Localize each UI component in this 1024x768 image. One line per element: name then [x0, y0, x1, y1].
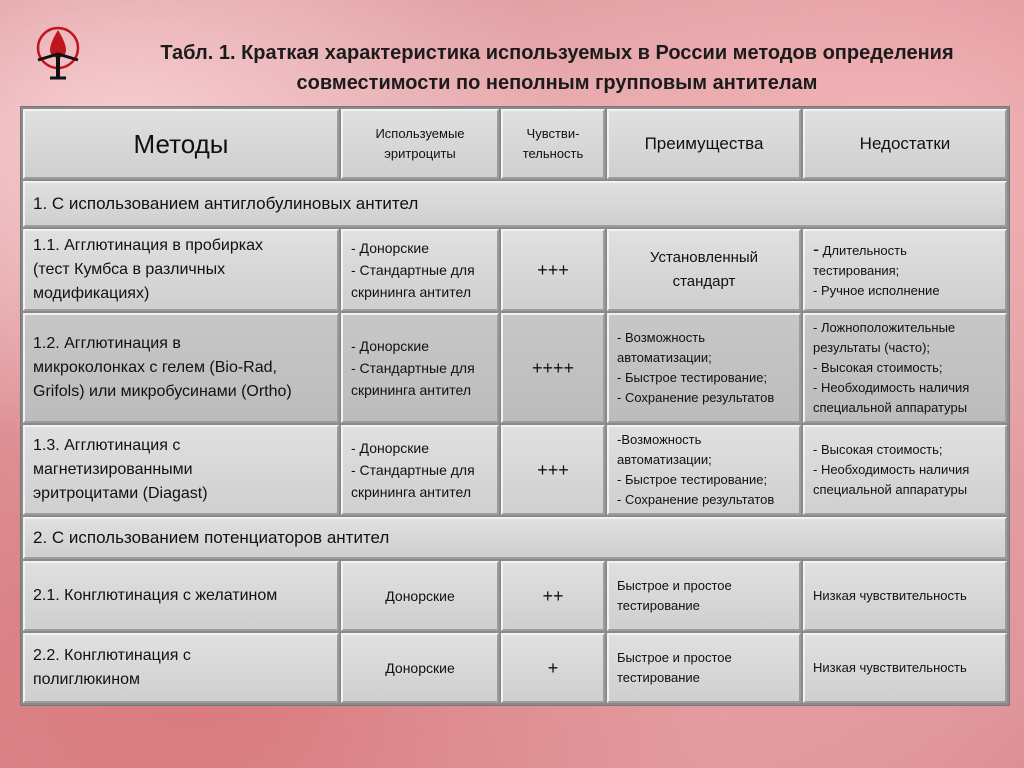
- logo-emblem-icon: [22, 8, 94, 80]
- table-row: [23, 229, 1007, 311]
- section-2-title: 2. С использованием потенциаторов антител: [23, 517, 1007, 559]
- table-row: [23, 633, 1007, 703]
- title-line-1: Табл. 1. Краткая характеристика используемых в России методов определения: [160, 42, 954, 64]
- title-line-2: совместимости по неполным групповым антителам: [296, 72, 818, 94]
- methods-table: [20, 106, 1010, 706]
- advantages-cell: Быстрое и простое тестирование: [607, 561, 801, 631]
- disadvantages-cell: - Высокая стоимость; - Необходимость наличия специальной аппаратуры: [803, 425, 1007, 515]
- header-row: [23, 109, 1007, 179]
- header-disadvantages: Недостатки: [803, 109, 1007, 179]
- method-cell: 2.2. Конглютинация с полиглюкином: [23, 633, 339, 703]
- sensitivity-cell: ++: [501, 561, 605, 631]
- disadvantages-cell: Низкая чувствительность: [803, 633, 1007, 703]
- erythrocytes-cell: - Донорские - Стандартные для скрининга антител: [341, 425, 499, 515]
- page-title: [100, 38, 1014, 98]
- disadvantages-cell: Низкая чувствительность: [803, 561, 1007, 631]
- erythrocytes-cell: Донорские: [341, 633, 499, 703]
- section-row: [23, 181, 1007, 227]
- sensitivity-cell: +++: [501, 229, 605, 311]
- sensitivity-cell: +: [501, 633, 605, 703]
- table-row: [23, 313, 1007, 423]
- disadvantages-cell: - Длительность тестирования; - Ручное исполнение: [803, 229, 1007, 311]
- erythrocytes-cell: Донорские: [341, 561, 499, 631]
- table-row: [23, 425, 1007, 515]
- advantages-cell: Установленный стандарт: [607, 229, 801, 311]
- sensitivity-cell: ++++: [501, 313, 605, 423]
- disadvantages-cell: - Ложноположительные результаты (часто); - Высокая стоимость; - Необходимость наличия специальной аппаратуры: [803, 313, 1007, 423]
- hematolog-logo: [22, 8, 94, 80]
- method-cell: 1.2. Агглютинация в микроколонках с гелем (Bio-Rad, Grifols) или микробусинами (Ortho): [23, 313, 339, 423]
- section-1-title: 1. С использованием антиглобулиновых антител: [23, 181, 1007, 227]
- advantages-cell: Быстрое и простое тестирование: [607, 633, 801, 703]
- advantages-cell: -Возможность автоматизации; - Быстрое тестирование; - Сохранение результатов: [607, 425, 801, 515]
- sensitivity-cell: +++: [501, 425, 605, 515]
- header-sensitivity: Чувстви- тельность: [501, 109, 605, 179]
- method-cell: 1.1. Агглютинация в пробирках (тест Кумбса в различных модификациях): [23, 229, 339, 311]
- erythrocytes-cell: - Донорские - Стандартные для скрининга антител: [341, 313, 499, 423]
- header-methods: Методы: [23, 109, 339, 179]
- section-row: [23, 517, 1007, 559]
- method-cell: 1.3. Агглютинация с магнетизированными эритроцитами (Diagast): [23, 425, 339, 515]
- header-erythrocytes: Используемые эритроциты: [341, 109, 499, 179]
- erythrocytes-cell: - Донорские - Стандартные для скрининга антител: [341, 229, 499, 311]
- advantages-cell: - Возможность автоматизации; - Быстрое тестирование; - Сохранение результатов: [607, 313, 801, 423]
- header-advantages: Преимущества: [607, 109, 801, 179]
- method-cell: 2.1. Конглютинация с желатином: [23, 561, 339, 631]
- table-row: [23, 561, 1007, 631]
